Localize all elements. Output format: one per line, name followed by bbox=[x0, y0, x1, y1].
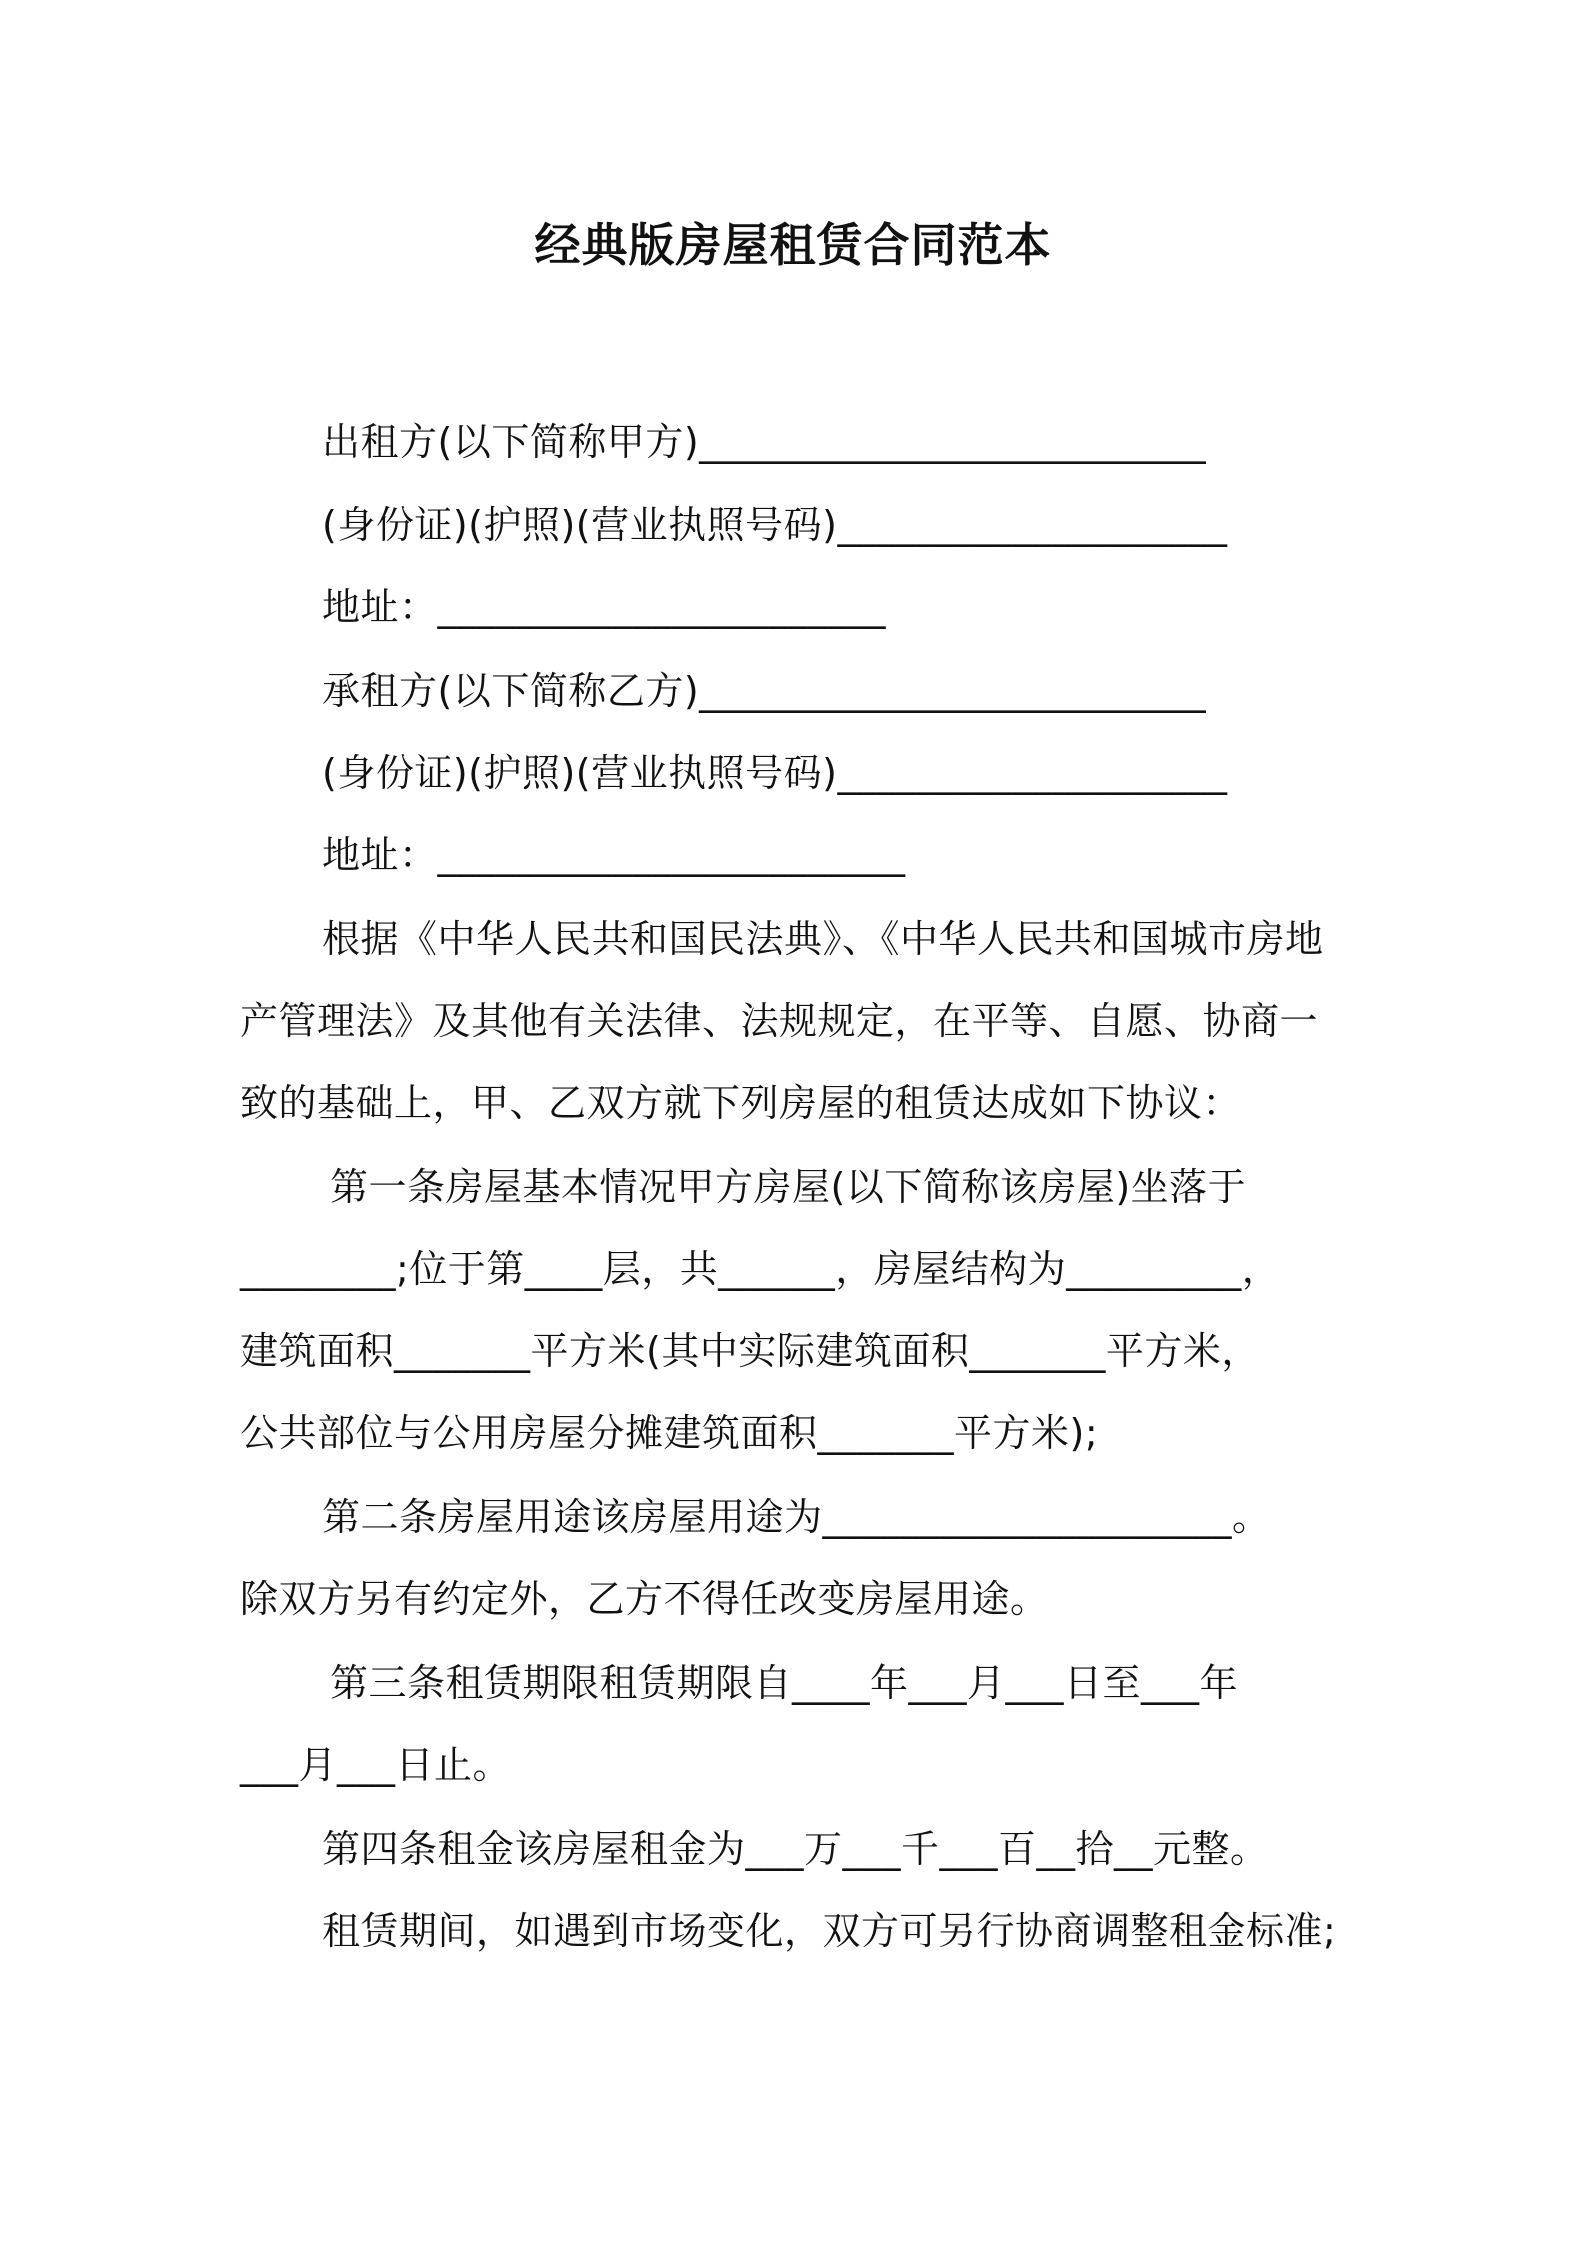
preamble-line-3: 致的基础上，甲、乙双方就下列房屋的租赁达成如下协议： bbox=[240, 1081, 1242, 1125]
article-2-line-2: 除双方另有约定外，乙方不得任改变房屋用途。 bbox=[240, 1577, 1049, 1621]
article-4-line-1: 第四条租金该房屋租金为___万___千___百__拾__元整。 bbox=[322, 1827, 1269, 1871]
lessor-line: 出租方(以下简称甲方)__________________________ bbox=[322, 420, 1207, 464]
lessee-address-line: 地址：________________________ bbox=[322, 833, 906, 877]
article-1-line-2: ________;位于第____层，共______，房屋结构为_________， bbox=[240, 1247, 1281, 1291]
preamble-line-2: 产管理法》及其他有关法律、法规规定，在平等、自愿、协商一 bbox=[240, 999, 1319, 1043]
article-2-line-1: 第二条房屋用途该房屋用途为_____________________。 bbox=[322, 1495, 1271, 1539]
article-1-line-3: 建筑面积_______平方米(其中实际建筑面积_______平方米， bbox=[240, 1329, 1260, 1373]
article-3-line-2: ___月___日止。 bbox=[240, 1743, 512, 1787]
article-1-line-1: 第一条房屋基本情况甲方房屋(以下简称该房屋)坐落于 bbox=[330, 1165, 1247, 1209]
document-title: 经典版房屋租赁合同范本 bbox=[534, 218, 1052, 272]
lessor-address-line: 地址：_______________________ bbox=[322, 585, 887, 629]
lessee-id-line: (身份证)(护照)(营业执照号码)____________________ bbox=[322, 751, 1228, 795]
lessee-line: 承租方(以下简称乙方)__________________________ bbox=[322, 669, 1207, 713]
article-1-line-4: 公共部位与公用房屋分摊建筑面积_______平方米); bbox=[240, 1411, 1099, 1455]
article-4-line-2: 租赁期间，如遇到市场变化，双方可另行协商调整租金标准; bbox=[322, 1909, 1337, 1953]
lessor-id-line: (身份证)(护照)(营业执照号码)____________________ bbox=[322, 503, 1228, 547]
preamble-line-1: 根据《中华人民共和国民法典》、《中华人民共和国城市房地 bbox=[322, 917, 1324, 961]
article-3-line-1: 第三条租赁期限租赁期限自____年___月___日至___年 bbox=[330, 1661, 1239, 1705]
